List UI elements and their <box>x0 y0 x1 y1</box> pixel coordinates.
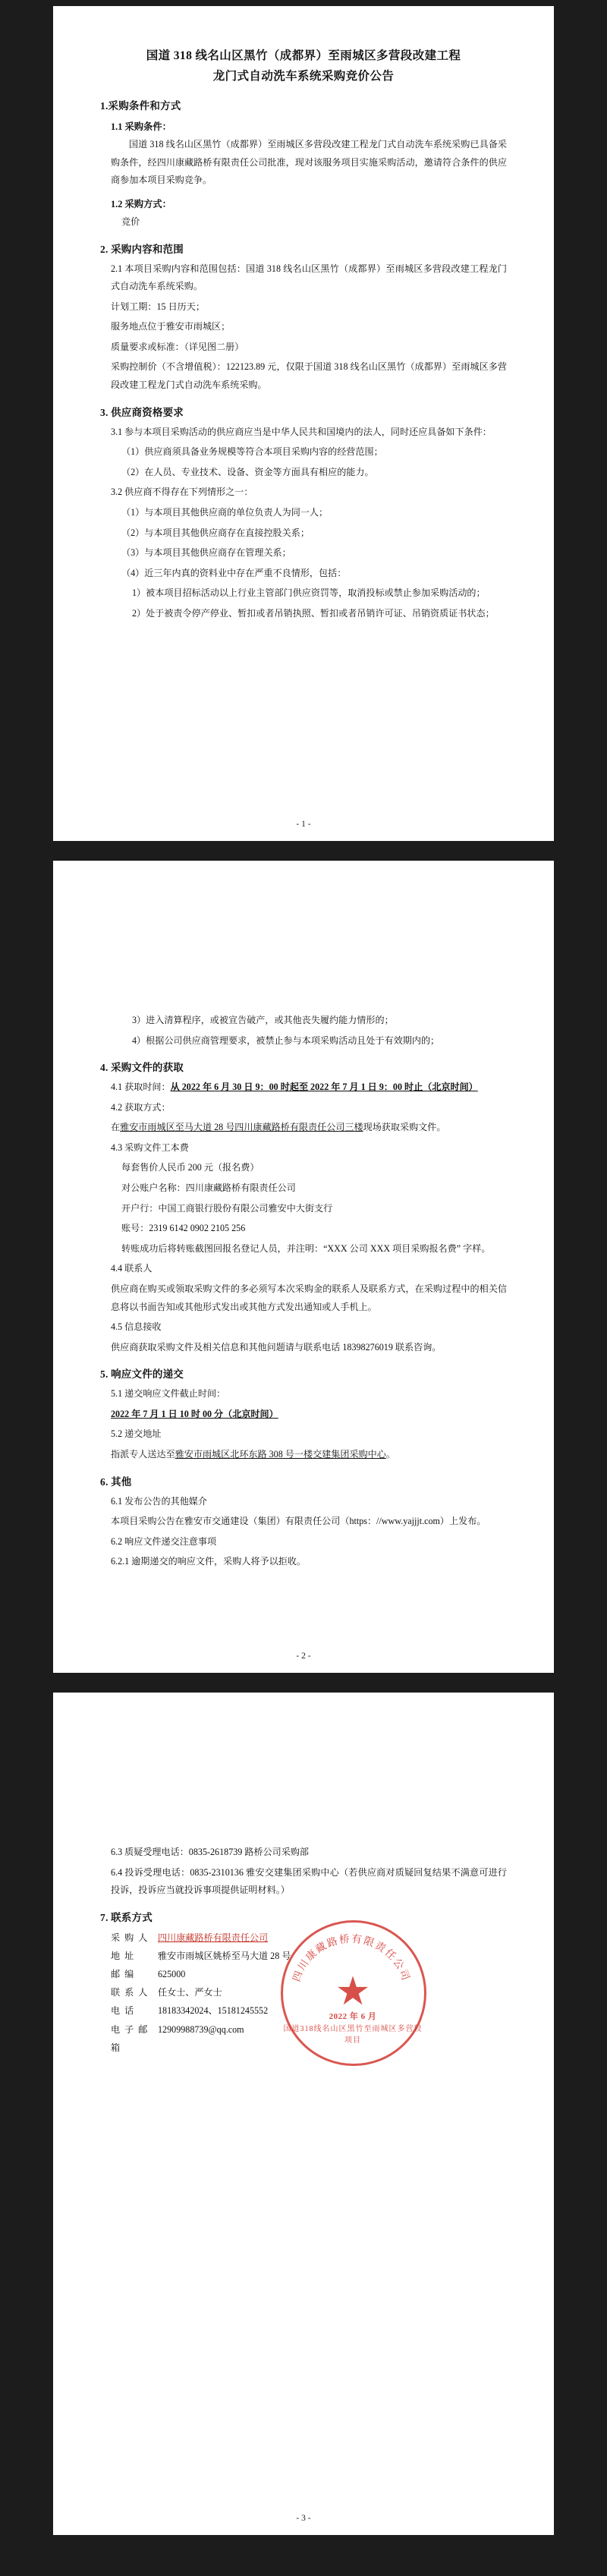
paragraph-3-1: 3.1 参与本项目采购活动的供应商应当是中华人民共和国境内的法人，同时还应具备如下条件： <box>111 426 492 437</box>
document-container <box>0 6 607 2535</box>
paragraph-2-2: 计划工期：15 日历天； <box>111 301 205 312</box>
page-number-2: - 2 - <box>296 1652 311 1661</box>
exclusion-item-1: （1）与本项目其他供应商的单位负责人为同一人； <box>121 506 329 518</box>
paragraph-6-1-label: 6.1 发布公告的其他媒介 <box>111 1495 207 1507</box>
contact-row-email <box>111 2020 507 2057</box>
contact-block <box>100 1929 507 2057</box>
acquire-address: 雅安市雨城区至马大道 28 号四川康藏路桥有限责任公司三楼 <box>120 1122 363 1133</box>
paragraph-3-2: 3.2 供应商不得存在下列情形之一： <box>111 487 253 498</box>
exclusion-subitem-2: 2）处于被责令停产停业、暂扣或者吊销执照、暂扣或者吊销许可证、吊销资质证书状态； <box>132 607 495 619</box>
qualification-item-1: （1）供应商须具备业务规模等符合本项目采购内容的经营范围； <box>121 446 383 458</box>
subsection-1-2-label: 1.2 采购方式： <box>111 198 171 209</box>
contact-label-purchaser: 采购人 <box>111 1932 153 1943</box>
contact-value-email: 12909988739@qq.com <box>158 2023 244 2035</box>
paragraph-6-4: 6.4 投诉受理电话：0835-2310136 雅安交建集团采购中心（若供应商对质疑回复结果不满意可进行投诉，投诉应当就投诉事项提供证明材料。） <box>111 1866 507 1896</box>
paragraph-2-4: 质量要求或标准：（详见图二册） <box>111 341 244 352</box>
page-title <box>100 46 507 87</box>
seal-top-text: 四川康藏路桥有限责任公司 <box>290 1932 413 1983</box>
paragraph-6-2: 6.2.1 逾期递交的响应文件，采购人将予以拒收。 <box>111 1556 306 1567</box>
acquire-method-pre: 在 <box>111 1122 121 1133</box>
paragraph-4-5-label: 4.5 信息接收 <box>111 1321 162 1333</box>
section-heading-5: 5. 响应文件的递交 <box>100 1368 184 1381</box>
doc-fee <box>100 1159 507 1177</box>
exclusion-item-3: （3）与本项目其他供应商存在管理关系； <box>121 547 291 559</box>
paragraph-6-1: 本项目采购公告在雅安市交通建设（集团）有限责任公司（https：//www.yajjjt.com）上发布。 <box>111 1516 486 1527</box>
contact-label-person: 联系人 <box>111 1987 153 1998</box>
page-number-3: - 3 - <box>296 2514 311 2523</box>
submission-post: 。 <box>385 1448 395 1460</box>
contact-label-postcode: 邮编 <box>111 1969 139 1980</box>
paragraph-5-2 <box>100 1446 507 1464</box>
exclusion-item-4: （4）近三年内真的资料业中存在严重不良情形，包括： <box>121 567 347 578</box>
contact-row-purchaser <box>111 1929 507 1947</box>
paragraph-5-2-label: 5.2 递交地址 <box>111 1428 162 1440</box>
contact-label-address: 地址 <box>111 1950 139 1961</box>
paragraph-4-4: 供应商在购买或领取采购文件的多必须写本次采购金的联系人及联系方式，在采购过程中的相关信息将以书面告知或其他形式发出或其他方式发出通知或人手机上。 <box>111 1283 507 1312</box>
subsection-1-1-label: 1.1 采购条件： <box>111 121 171 133</box>
paragraph-6-3: 6.3 质疑受理电话：0835-2618739 路桥公司采购部 <box>111 1847 310 1857</box>
section-heading-6: 6. 其他 <box>100 1475 132 1488</box>
section-heading-7: 7. 联系方式 <box>100 1911 153 1923</box>
contact-label-phone: 电话 <box>111 2005 139 2017</box>
submission-address: 雅安市雨城区北环东路 308 号一楼交建集团采购中心 <box>175 1448 386 1460</box>
paragraph-4-4-label: 4.4 联系人 <box>111 1263 153 1274</box>
doc-fee-text: 每套售价人民币 200 元（报名费） <box>121 1162 259 1173</box>
seal-star-icon: ★ <box>335 1970 371 2014</box>
document-page-3 <box>53 1693 554 2535</box>
qualification-item-2: （2）在人员、专业技术、设备、资金等方面具有相应的能力。 <box>121 466 374 477</box>
title-line-1: 国道 318 线名山区黑竹（成都界）至雨城区多营段改建工程 <box>146 49 461 62</box>
exclusion-item-2: （2）与本项目其他供应商存在直接控股关系； <box>121 527 310 538</box>
document-page-2 <box>53 861 554 1673</box>
contact-row-address <box>111 1947 507 1965</box>
paragraph-4-2-label: 4.2 获取方式： <box>111 1101 171 1113</box>
section-heading-2: 2. 采购内容和范围 <box>100 243 184 255</box>
section-heading-3: 3. 供应商资格要求 <box>100 406 184 418</box>
page-number-1: - 1 - <box>296 820 311 829</box>
account-name: 对公账户名称：四川康藏路桥有限责任公司 <box>121 1183 296 1194</box>
paragraph-6-2-label: 6.2 响应文件递交注意事项 <box>111 1535 217 1547</box>
document-page-1 <box>53 6 554 841</box>
paragraph-2-5: 采购控制价（不含增值税）：122123.89 元，仅限于国道 318 线名山区黑竹（成都界）至雨城区多营段改建工程龙门式自动洗车系统采购。 <box>111 361 507 391</box>
contact-value-address: 雅安市雨城区姚桥至马大道 28 号 <box>158 1950 291 1961</box>
contact-row-person <box>111 1983 507 2001</box>
contact-value-postcode: 625000 <box>158 1969 186 1980</box>
paragraph-1-1: 国道 318 线名山区黑竹（成都界）至雨城区多营段改建工程龙门式自动洗车系统采购已具备采购条件，经四川康藏路桥有限责任公司批准，现对该服务项目实施采购活动，邀请符合条件的供应商参加本项目采购竞争。 <box>111 139 507 186</box>
paragraph-5-1-label: 5.1 递交响应文件截止时间： <box>111 1388 226 1400</box>
contact-value-purchaser: 四川康藏路桥有限责任公司 <box>158 1932 269 1943</box>
submission-pre: 指派专人送达至 <box>111 1448 175 1460</box>
transfer-note: 转账成功后将转账截图回报名登记人员，并注明：“XXX 公司 XXX 项目采购报名费” 字样。 <box>121 1242 491 1254</box>
acquire-method-post: 现场获取采购文件。 <box>363 1122 446 1133</box>
seal-bottom-text: 国道318线名山区黑竹至雨城区多营段项目 <box>283 2025 423 2045</box>
exclusion-subitem-1: 1）被本项目招标活动以上行业主管部门供应资罚等，取消投标或禁止参加采购活动的； <box>132 587 486 599</box>
section-heading-1: 1.采购条件和方式 <box>100 100 181 112</box>
contact-value-phone: 18183342024、15181245552 <box>158 2005 269 2017</box>
paragraph-4-1 <box>100 1079 507 1097</box>
exclusion-subitem-4: 4）根据公司供应商管理要求，被禁止参与本项采购活动且处于有效期内的； <box>132 1034 440 1046</box>
paragraph-1-2: 竞价 <box>121 216 140 227</box>
paragraph-4-2 <box>100 1119 507 1137</box>
paragraph-4-3-label: 4.3 采购文件工本费 <box>111 1142 189 1153</box>
seal-date-text: 2022 年 6 月 <box>329 2012 377 2021</box>
contact-row-phone <box>111 2001 507 2020</box>
contact-value-person: 任女士、严女士 <box>158 1987 222 1998</box>
title-line-2: 龙门式自动洗车系统采购竞价公告 <box>212 70 395 83</box>
paragraph-2-3: 服务地点位于雅安市雨城区； <box>111 321 231 332</box>
acquire-time-label: 4.1 获取时间： <box>111 1082 171 1093</box>
account-number: 账号：2319 6142 0902 2105 256 <box>121 1223 246 1234</box>
contact-row-postcode <box>111 1965 507 1983</box>
submission-deadline: 2022 年 7 月 1 日 10 时 00 分（北京时间） <box>111 1408 278 1419</box>
paragraph-4-5: 供应商获取采购文件及相关信息和其他问题请与联系电话 18398276019 联系咨询。 <box>111 1341 442 1353</box>
contact-label-email: 电子邮箱 <box>111 2023 153 2053</box>
bank-name: 开户行：中国工商银行股份有限公司雅安中大街支行 <box>121 1202 333 1214</box>
section-heading-4: 4. 采购文件的获取 <box>100 1062 184 1074</box>
exclusion-subitem-3: 3）进入清算程序，或被宣告破产，或其他丧失履约能力情形的； <box>132 1015 394 1025</box>
paragraph-2-1: 2.1 本项目采购内容和范围包括：国道 318 线名山区黑竹（成都界）至雨城区多营段改建工程龙门式自动洗车系统采购。 <box>111 263 507 292</box>
acquire-time-value: 从 2022 年 6 月 30 日 9：00 时起至 2022 年 7 月 1 日 9：00 时止（北京时间） <box>170 1082 478 1093</box>
